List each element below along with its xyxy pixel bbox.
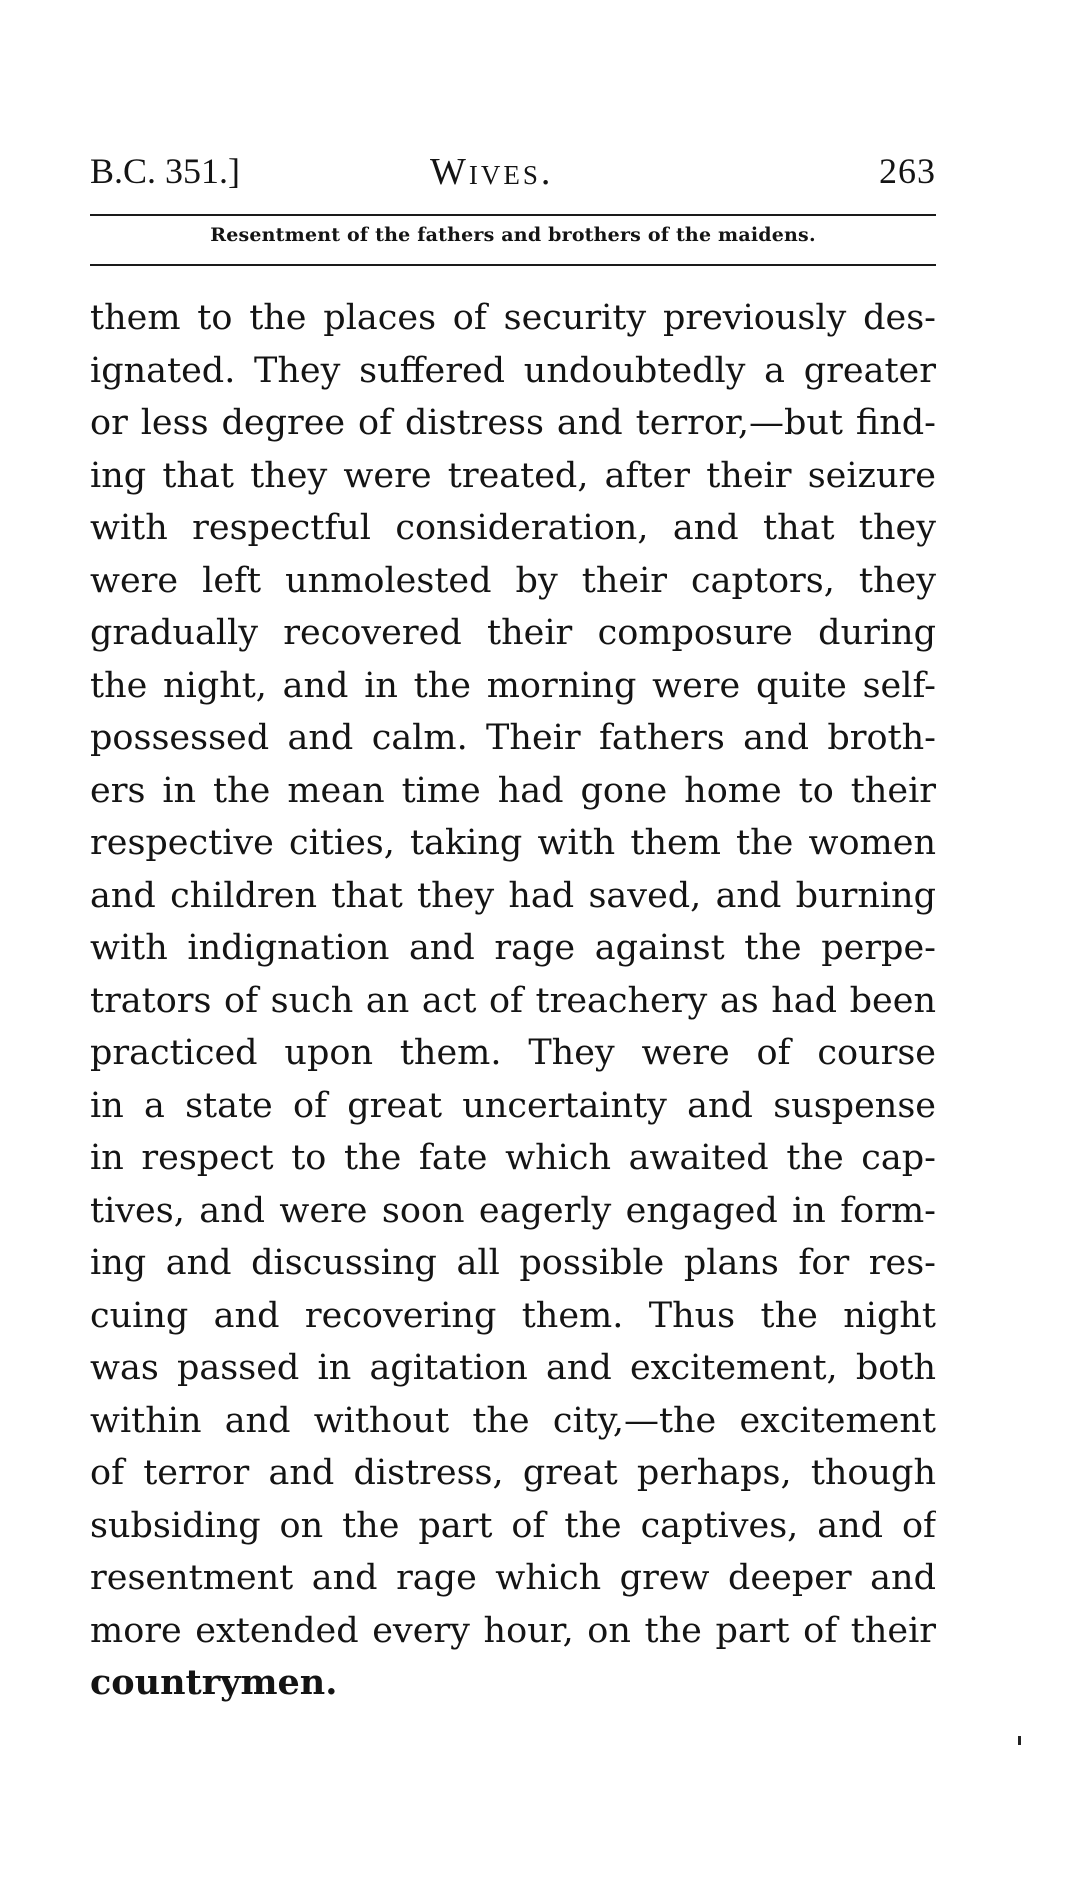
running-head [90,150,936,206]
text-line: possessed and calm. Their fathers and broth- [90,718,936,758]
text-line: practiced upon them. They were of course [90,1033,936,1073]
text-line: in a state of great uncertainty and suspense [90,1085,936,1126]
text-line: with indignation and rage against the perpe- [90,928,936,968]
text-line: respective cities, taking with them the women [90,823,936,863]
text-line: or less degree of distress and terror,—but find- [90,403,936,443]
text-line: cuing and recovering them. Thus the night [90,1295,936,1336]
text-line: tives, and were soon eagerly engaged in form- [90,1190,936,1231]
chapter-title: Wives. [430,151,554,193]
section-subheading: Resentment of the fathers and brothers of the maidens. [210,224,816,246]
text-line: subsiding on the part of the captives, and of [90,1505,936,1546]
text-line: ing and discussing all possible plans for res- [90,1243,936,1283]
page-number: 263 [879,151,936,191]
text-line: gradually recovered their composure during [90,613,936,653]
text-line: trators of such an act of treachery as had been [90,980,936,1021]
text-line: of terror and distress, great perhaps, though [90,1453,936,1493]
text-line: countrymen. [90,1662,338,1703]
date-reference: B.C. 351.] [90,151,241,191]
text-line: were left unmolested by their captors, they [90,560,936,601]
ink-speck [1018,1736,1021,1745]
text-line: more extended every hour, on the part of their [90,1610,936,1651]
text-line: ers in the mean time had gone home to their [90,770,936,811]
top-rule [90,214,936,216]
text-line: ignated. They suffered undoubtedly a greater [90,350,936,391]
text-line: in respect to the fate which awaited the cap- [90,1138,936,1178]
text-line: within and without the city,—the excitement [90,1400,936,1441]
text-line: and children that they had saved, and burning [90,875,936,916]
text-line: them to the places of security previously des- [90,298,936,338]
text-line: the night, and in the morning were quite self- [90,665,936,706]
text-line: ing that they were treated, after their seizure [90,455,936,496]
text-line: was passed in agitation and excitement, both [90,1348,936,1388]
text-line: resentment and rage which grew deeper and [90,1558,936,1598]
text-line: with respectful consideration, and that they [90,508,936,548]
bottom-rule [90,264,936,266]
body-text [90,292,936,1710]
